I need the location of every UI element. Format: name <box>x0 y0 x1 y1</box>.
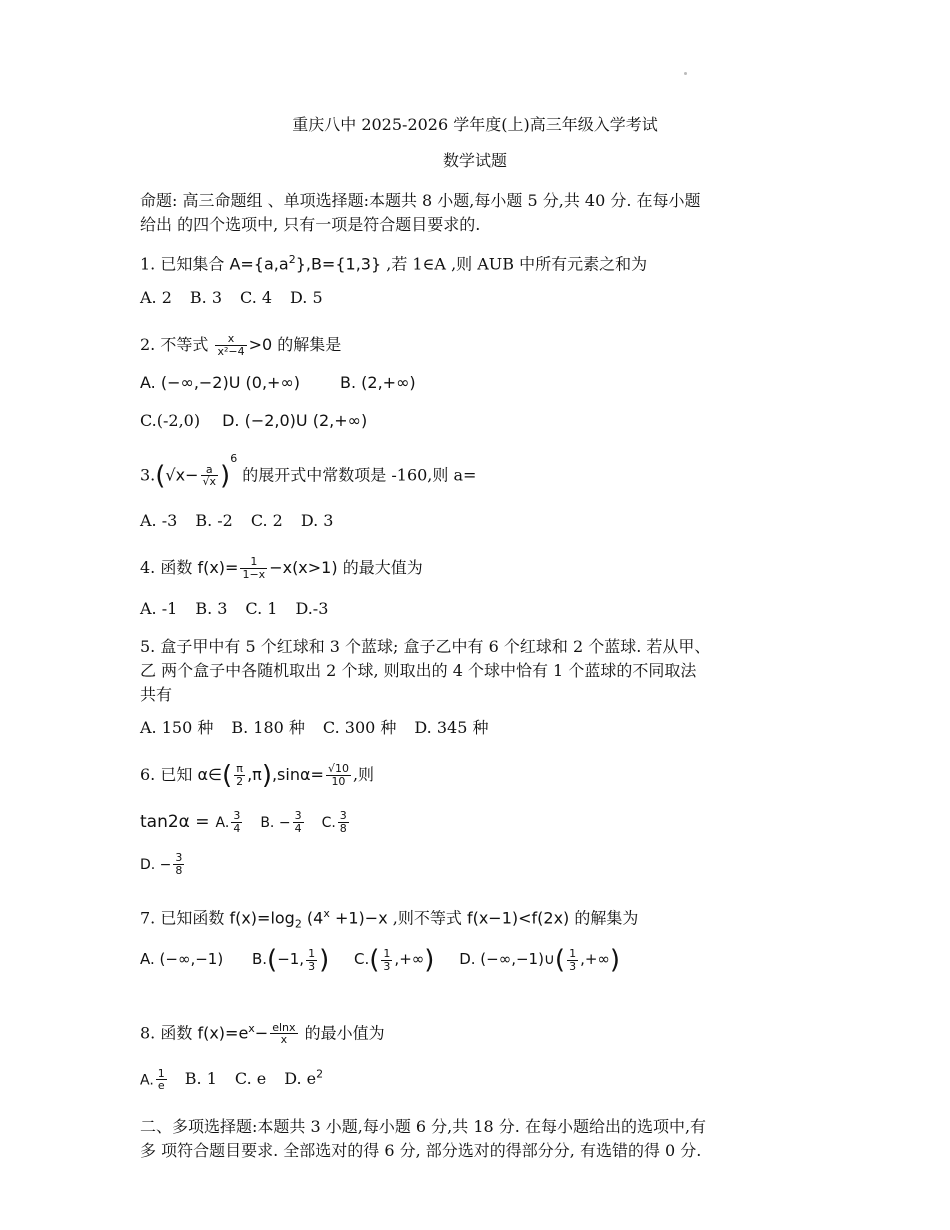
option-a: A. <box>215 815 230 831</box>
option-b: B. 180 种 <box>231 718 305 737</box>
option-b: B. 3 <box>189 288 223 307</box>
fraction: $\frac{1}{3}$ <box>308 946 316 973</box>
option-d: D. (−2,0)U (2,+∞) <box>222 411 368 430</box>
option-a: A. 2 <box>140 288 172 307</box>
question-8: 8. 函数 $f(x)=e^x-$ $\frac{elnx}{x}$ 的最小值为 <box>140 1020 385 1047</box>
fraction: $\frac{a}{√x}$ <box>202 462 217 489</box>
fraction: $\frac{1}{e}$ <box>157 1066 165 1093</box>
option-b: B. − <box>260 815 291 831</box>
fraction: $\frac{x}{\text{x²−4}}$ <box>217 332 245 358</box>
exam-subtitle: 数学试题 <box>442 151 507 170</box>
question-6-options-row2 <box>140 846 186 883</box>
option-c: C. <box>354 950 370 968</box>
fraction: $\frac{3}{4}$ <box>294 809 302 835</box>
question-4: 4. 函数 f(x)= $\frac{1}{1-x}$ −x(x>1) 的最大值为 <box>140 555 423 581</box>
option-c: C. 300 种 <box>322 718 397 737</box>
fraction: $\frac{3}{8}$ <box>175 851 183 877</box>
question-2: 2. 不等式 $\frac{x}{\text{x²−4}}$ >0 的解集是 <box>140 332 342 358</box>
option-a: A. (−∞,−2)U (0,+∞) <box>140 373 301 392</box>
option-b: B. 1 <box>184 1069 217 1089</box>
option-c: C. e <box>234 1069 267 1089</box>
question-5-line-2: 乙 两个盒子中各随机取出 2 个球, 则取出的 4 个球中恰有 1 个蓝球的不同取法 <box>140 661 697 680</box>
intro-line-2: 给出 的四个选项中, 只有一项是符合题目要求的. <box>140 215 481 234</box>
exam-title: 重庆八中 2025-2026 学年度(上)高三年级入学考试 <box>292 115 658 134</box>
fraction: $\frac{elnx}{x}$ <box>272 1020 296 1047</box>
option-d: D. 345 种 <box>414 718 489 737</box>
fraction: $\frac{1}{3}$ <box>569 946 577 973</box>
option-c: C. 1 <box>245 599 278 618</box>
option-b: B. 3 <box>195 599 228 618</box>
option-c: C. <box>321 815 336 831</box>
question-2-options-row1 <box>140 372 416 394</box>
fraction: $\frac{1}{1-x}$ <box>242 555 266 581</box>
option-b: B. (2,+∞) <box>340 373 416 392</box>
question-2-options-row2 <box>140 410 367 432</box>
fraction: $\frac{√10}{10}$ <box>327 762 349 788</box>
fraction: $\frac{1}{3}$ <box>383 946 391 973</box>
option-a: A. 150 种 <box>140 718 214 737</box>
option-d: D. $e^2$ <box>284 1068 324 1089</box>
option-d: D. − <box>140 857 172 873</box>
option-a: A. -3 <box>140 511 178 530</box>
question-5-line-3: 共有 <box>140 685 173 704</box>
option-d: D. (−∞,−1)∪ <box>459 950 555 968</box>
section-2-line-2: 多 项符合题目要求. 全部选对的得 6 分, 部分选对的得部分分, 有选错的得 0 分. <box>140 1141 702 1160</box>
option-b: B. -2 <box>195 511 233 530</box>
fraction: $\frac{3}{8}$ <box>339 809 347 835</box>
question-5-options <box>140 717 506 739</box>
question-8-options <box>140 1056 323 1099</box>
option-c: C.(-2,0) <box>140 411 201 430</box>
option-d: D. 3 <box>300 511 334 530</box>
question-5-line-1: 5. 盒子甲中有 5 个红球和 3 个蓝球; 盒子乙中有 6 个红球和 2 个蓝球. 若从甲、 <box>140 637 711 656</box>
option-d: D. 5 <box>290 288 323 307</box>
question-7-options: A. (−∞,−1) B.(−1, $\frac{1}{3}$ ) C.( $\frac{1}{3}$ ,+∞) D. (−∞,−1)∪( $\frac{1}{3}$ ,+∞) <box>140 945 621 975</box>
question-3-options <box>140 510 351 532</box>
option-b: B. <box>251 950 268 968</box>
intro-line-1: 命题: 高三命题组 、单项选择题:本题共 8 小题,每小题 5 分,共 40 分. 在每小题 <box>140 191 701 210</box>
question-6: 6. 已知 α∈( $\frac{\pi}{2}$ ,π),sinα= $\frac{√10}{10}$ ,则 <box>140 760 375 791</box>
question-4-options <box>140 598 346 620</box>
fraction: $\frac{3}{4}$ <box>233 809 241 835</box>
section-2-line-1: 二、多项选择题:本题共 3 小题,每小题 6 分,共 18 分. 在每小题给出的选项中,有 <box>140 1117 707 1136</box>
fraction: $\frac{\pi}{2}$ <box>236 762 244 788</box>
option-d: D.-3 <box>295 599 329 618</box>
question-6-options-row1: tan2α = A. $\frac{3}{4}$ B. − $\frac{3}{4}$ C. $\frac{3}{8}$ <box>140 809 347 835</box>
option-c: C. 4 <box>240 288 273 307</box>
option-a: A. <box>140 1072 154 1089</box>
question-1-options <box>140 287 341 309</box>
question-3: 3.(√x− $\frac{a}{√x}$ )$^6$ 的展开式中常数项是 -160,则 a= <box>140 452 477 491</box>
option-c: C. 2 <box>250 511 283 530</box>
option-a: A. -1 <box>140 599 178 618</box>
option-a: A. (−∞,−1) <box>140 950 224 968</box>
question-7: 7. 已知函数 $f(x)=\log_2$ $(4^x +1)-x$ ,则不等式 f(x−1)<f(2x) 的解集为 <box>140 907 639 931</box>
question-1: 1. 已知集合 $A=\{a,a^2\},B=\{1,3\}$ ,若 1∈A ,则 AUB 中所有元素之和为 <box>140 253 648 274</box>
scan-dot <box>684 72 687 75</box>
